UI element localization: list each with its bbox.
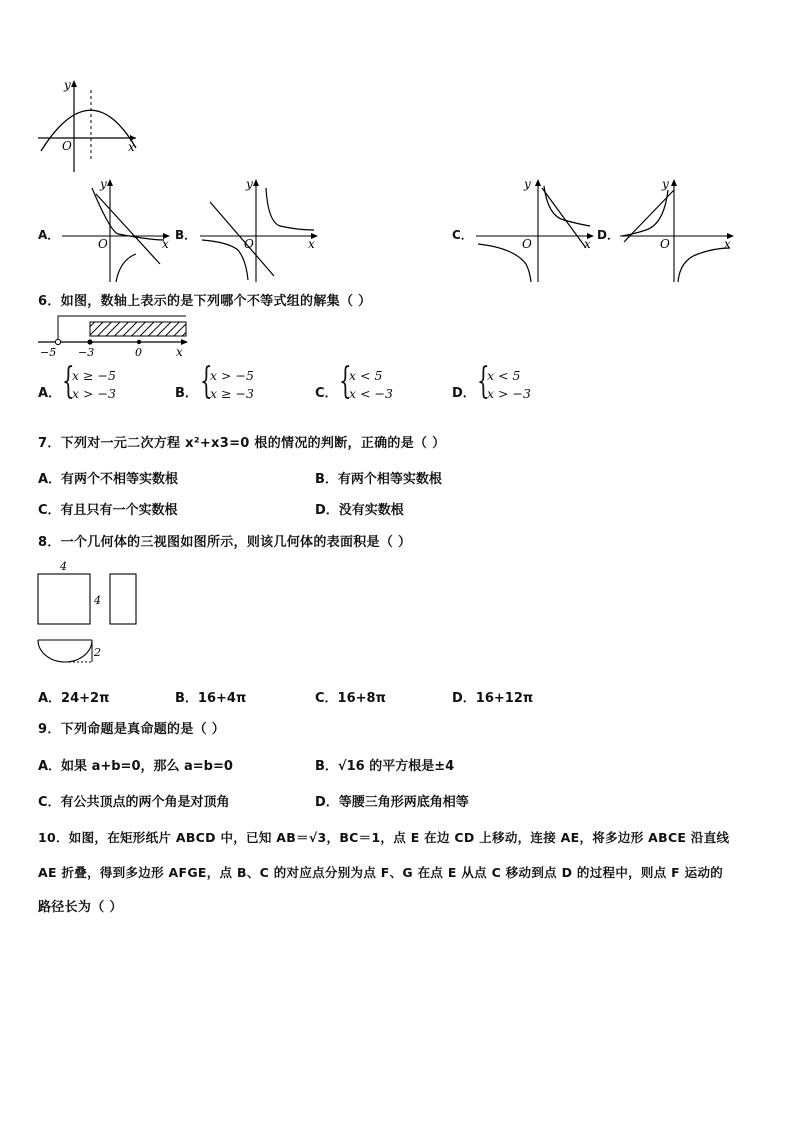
graph-option-b bbox=[198, 176, 320, 284]
option-c-label: C． bbox=[452, 228, 473, 242]
question-10-line-1: 10．如图，在矩形纸片 ABCD 中，已知 AB＝√3，BC＝1，点 E 在边 CD 上移动，连接 AE，将多边形 ABCE 沿直线 bbox=[38, 830, 730, 845]
q6-option-d-letter[interactable]: D． bbox=[452, 386, 476, 401]
q6-option-c-letter[interactable]: C． bbox=[315, 386, 338, 401]
question-10-line-2: AE 折叠，得到多边形 AFGE，点 B、C 的对应点分别为点 F、G 在点 E 从点 C 移动到点 D 的过程中，则点 F 运动的 bbox=[38, 865, 724, 880]
question-10-line-3: 路径长为（ ） bbox=[38, 900, 123, 915]
parabola-graph bbox=[36, 76, 140, 174]
origin-label: O bbox=[62, 139, 72, 153]
option-b-label: B． bbox=[175, 228, 197, 242]
svg-text:O: O bbox=[244, 237, 254, 251]
svg-text:x: x bbox=[308, 237, 315, 251]
svg-text:O: O bbox=[98, 237, 108, 251]
svg-text:O: O bbox=[660, 237, 670, 251]
q9-option-b[interactable]: B．√16 的平方根是±4 bbox=[315, 759, 455, 774]
q8-option-d[interactable]: D．16+12π bbox=[452, 691, 534, 706]
three-view-diagram bbox=[34, 558, 146, 674]
svg-text:y: y bbox=[100, 177, 107, 191]
question-6-stem: 6．如图，数轴上表示的是下列哪个不等式组的解集（ ） bbox=[38, 294, 372, 309]
dim-top: 4 bbox=[60, 560, 67, 573]
q9-option-a[interactable]: A．如果 a+b=0，那么 a=b=0 bbox=[38, 759, 233, 774]
svg-text:O: O bbox=[522, 237, 532, 251]
svg-text:x: x bbox=[584, 237, 591, 251]
option-d-label: D． bbox=[597, 228, 619, 242]
svg-text:y: y bbox=[246, 177, 253, 191]
q9-option-c[interactable]: C．有公共顶点的两个角是对顶角 bbox=[38, 795, 230, 810]
tick-minus-3: −3 bbox=[78, 346, 95, 359]
q8-option-a[interactable]: A．24+2π bbox=[38, 691, 110, 706]
option-a-label: A． bbox=[38, 228, 60, 242]
dim-height: 2 bbox=[94, 646, 101, 659]
tick-zero: 0 bbox=[135, 346, 142, 359]
number-line-x-label: x bbox=[176, 345, 183, 359]
x-axis-label: x bbox=[128, 140, 135, 154]
question-7-stem: 7．下列对一元二次方程 x²+x3=0 根的情况的判断，正确的是（ ） bbox=[38, 436, 446, 451]
q6-option-a-letter[interactable]: A． bbox=[38, 386, 62, 401]
q7-option-b[interactable]: B．有两个相等实数根 bbox=[315, 472, 442, 487]
graph-option-c bbox=[474, 176, 596, 284]
question-8-stem: 8．一个几何体的三视图如图所示，则该几何体的表面积是（ ） bbox=[38, 535, 412, 550]
q7-option-d[interactable]: D．没有实数根 bbox=[315, 503, 404, 518]
svg-text:x: x bbox=[162, 237, 169, 251]
q8-option-b[interactable]: B．16+4π bbox=[175, 691, 247, 706]
svg-text:y: y bbox=[524, 177, 531, 191]
graph-option-a bbox=[60, 176, 172, 284]
svg-text:x: x bbox=[724, 237, 731, 251]
number-line-diagram bbox=[36, 312, 192, 360]
graph-option-d bbox=[618, 176, 736, 284]
tick-minus-5: −5 bbox=[40, 346, 57, 359]
dim-side: 4 bbox=[94, 594, 101, 607]
q7-option-a[interactable]: A．有两个不相等实数根 bbox=[38, 472, 179, 487]
q6-option-b-letter[interactable]: B． bbox=[175, 386, 198, 401]
q7-option-c[interactable]: C．有且只有一个实数根 bbox=[38, 503, 178, 518]
q9-option-d[interactable]: D．等腰三角形两底角相等 bbox=[315, 795, 469, 810]
q8-option-c[interactable]: C．16+8π bbox=[315, 691, 386, 706]
question-9-stem: 9．下列命题是真命题的是（ ） bbox=[38, 722, 226, 737]
y-axis-label: y bbox=[64, 78, 71, 92]
svg-text:y: y bbox=[662, 177, 669, 191]
